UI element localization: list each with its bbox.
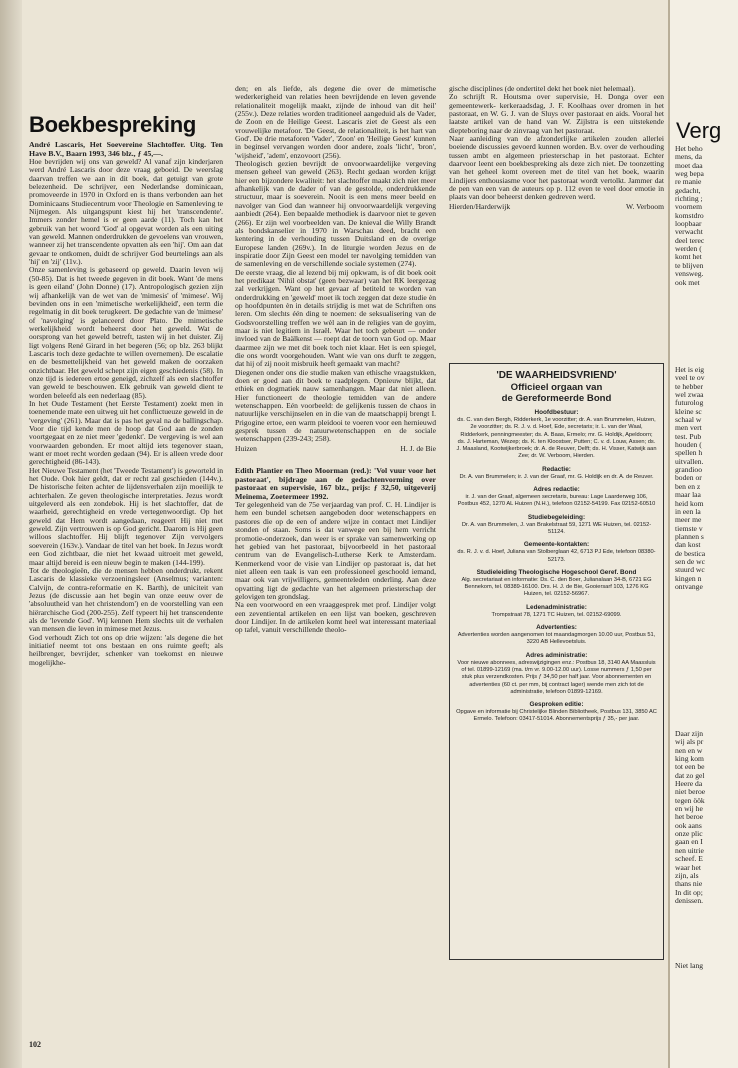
line: futurolog [675,398,704,408]
line: thans nie [675,879,703,889]
line: komt het [675,252,702,262]
colophon-section-text: Dr. A. van Brummelen, J. van Brakelstraat 59, 1271 WE Huizen, tel. 02152-51124. [461,521,652,535]
line: tot een be [675,762,705,772]
facing-page-block-3 [675,730,705,905]
review-1-signature [235,445,436,453]
paragraph: den; en als liefde, als degene die over de mimetische wederkerigheid van relaties heen bevrijdende en leven gevende relationaliteit mogelijk maakt, zijnde de inhoud van dit heil' (255v.). Deze relaties worden traditioneel aangeduid als de Vader, de Zoon en de Heilige Geest. Lascaris ziet de Geest als een vrouwelijke metafoor. 'De Geest, de relationaliteit, is het hart van God'. De drie metaforen 'Vader', 'Zoon' en 'Heilige Geest' kunnen in beginsel vervangen worden door andere, zoals 'licht', 'bron', 'wijsheid', 'adem', enzovoort (256). [235,84,436,160]
column-1 [29,113,223,667]
review-1-header: André Lascaris, Het Soevereine Slachtoffer. Uitg. Ten Have B.V., Baarn 1993, 346 blz., ƒ 45,—. [29,140,223,158]
line: spellen h [675,448,703,458]
line: verwacht [675,227,703,237]
line: Het is eig [675,365,705,374]
line: maar laa [675,490,701,500]
paragraph: De eerste vraag, die al lezend bij mij opkwam, is of dit boek ooit het predikaat 'Nihil obstat' (geen bezwaar) van het RK leergezag zal verkrijgen. Want op het gevaar af betiteld te worden van onderdrukking en 'geweld' moet ik toch zeggen dat deze studie èn op hoofdpunten èn in details strijdig is met wat de Schriften ons leren. Om slechts één ding te noemen: de seksualisering van de Godsvoorstelling treffen we wèl aan in de religies van de goyim, maar is niet legitiem in Israël. Waar het toch gebeurt — onder invloed van de Baälkenst — roept dat de toorn van God op. Maar daarmee zijn we met dit boek toch niet klaar. Het is een spiegel, die ons wordt voorgehouden. Want wie van ons durft te zeggen, dat hij of zij nooit misbruik heeft gemaakt van macht? [235,267,436,369]
colophon-subtitle: Officieel orgaan van [510,382,603,393]
colophon-section-heading: Adres administratie: [525,651,588,659]
line: boden or [675,473,702,483]
line: wel zwaa [675,390,704,400]
line: het beroe [675,812,704,822]
line: tiemste v [675,523,703,533]
paragraph: Naar aanleiding van de afzonderlijke artikelen zouden allerlei boeiende discussies gevoerd kunnen worden. B.v. over de verhouding tussen ambt en algemeen priesterschap in het pastoraat. Echter daarvoor leent een boekbespreking als deze zich niet. De toonzetting van het geheel komt overeen met de titel van het boek, waarin Lindijers enthousiasme voor het pastoraat wordt vertolkt. Jammer dat de pen van een van de auteurs op p. 112 even te veel door emotie in plaats van door beheerst denken gedreven werd. [449,134,664,202]
line: Daar zijn [675,729,704,738]
line: uitvallen. [675,456,704,466]
column-2 [235,85,436,635]
column-3 [449,85,664,211]
colophon-subtitle: de Gereformeerde Bond [501,393,612,404]
line: deel terec [675,235,705,245]
colophon-section-heading: Adres redactie: [533,486,580,494]
line: nen uitrie [675,845,704,855]
colophon-section-text: Voor nieuwe abonnees, adreswijzigingen enz.: Postbus 18, 3140 AA Maassluis of tel. 01899-12169 (ma. t/m vr. 9.00-12.00 uur). Losse nummers ƒ 1,50 per stuk plus verzendkosten. Prijs ƒ 34,50 per half jaar. Voor abonnementen en advertenties (60 ct. per mm, bij contract lager) wende men zich tot de administratie, telefoon 01899-12169. [457,659,656,695]
line: Het beho [675,144,703,153]
facing-page-block-2 [675,366,705,591]
line: ook aans [675,820,702,830]
colophon-section-text: Dr. A. van Brummelen; ir. J. van der Graaf, mr. G. Holdijk en dr. A. de Reuver. [459,473,654,480]
colophon-section-text: Advertenties worden aangenomen tot maandagmorgen 10.00 uur, Postbus 51, 3220 AB Hellevoetsluis. [457,632,656,646]
line: tegen öök [675,795,705,805]
paragraph: Onze samenleving is gebaseerd op geweld. Daarin leven wij (50-85). Dat is het tweede gegeven in dit boek. Want 'de mens is geen eiland' (John Donne) (17). Antropologisch gezien zijn wij afhankelijk van de wet van de 'mimesis' of 'mimese'. Wij bevinden ons in een 'mimetische werkelijkheid', een term die regelmatig in dit boek terugkeert. De gedachte van de 'mimese' of 'navolging' is gelanceerd door Plato. De mimetische werkelijkheid wordt beheerst door het geweld. Wat de oorsprong van het geweld betreft, tasten wij in het duister. Zij ligt volgens René Girard in het begeren (56; op blz. 263 blijkt Lascaris toch deze gedachte te willen overnemen). De escalatie en de besmettelijkheid van het geweld maken de oorzaken onzichtbaar. Het geweld schept zijn eigen geschiedenis (58). In onze tijd is iedereen ertoe geneigd, zichzelf als een slachtoffer van geweld te beschouwen. Elk gebruik van geweld dient te worden beleefd als een nederlaag (85). [29,265,223,400]
line: grandioo [675,465,702,475]
paragraph: Na een voorwoord en een vraaggesprek met prof. Lindijer volgt een zeventiental artikelen en een lijst van boeken, geschreven door Lindijer. In de artikelen komt heel wat interessant materiaal op tafel, vanuit verschillende theolo- [235,600,436,635]
line: onze plic [675,829,703,839]
colophon-title: 'DE WAARHEIDSVRIEND' [496,370,617,381]
facing-page-heading: Verg [676,118,722,143]
colophon-section-heading: Studiebegeleiding: [527,513,586,521]
line: stuurd wc [675,565,705,575]
page-spine-shadow [0,0,22,1068]
line: Niet lang [675,961,704,970]
line: moet daa [675,160,703,170]
line: king kom [675,754,704,764]
line: Heere da [675,779,703,789]
line: ook met [675,277,700,287]
line: komstdro [675,210,704,220]
colophon-section-heading: Ledenadministratie: [526,603,587,611]
facing-page-strip [668,0,738,1068]
line: loopbaar [675,219,702,229]
colophon-section-heading: Redactie: [542,465,571,473]
line: en wij he [675,804,703,814]
colophon-section-text: ds. C. van den Bergh, Ridderkerk, 1e voorzitter; dr. A. van Brummelen, Huizen, 2e voorzitter; ds. R. J. v. d. Hoef, Ede, secretaris; ir. L. van der Waal, Ridderkerk, penningmeester; ds. A. Baas, Ermelo; mr. G. Holdijk, Apeldoorn; ds. J. Harteman, Wezep; ds. K. ten Kloostser, Putten; C. v. d. Louw, Assen; ds. J. Maasland, Kootwijkerbroek; dr. A. de Reuver, Delft; ds. H. Visser, Katwijk aan Zee; dr. W. Verboom, Hierden. [456,417,657,460]
facing-page-block-1 [675,145,704,287]
line: re manie [675,177,702,187]
signature-place: Hierden/Harderwijk [449,201,511,211]
colophon-section-heading: Gemeente-kontakten: [523,541,590,549]
line: werden ( [675,244,702,254]
line: kingen n [675,573,702,583]
paragraph: In het Oude Testament (het Eerste Testament) zoekt men in toenemende mate een uitweg uit het conflictueuze geweld in de 'vergeving' (261). Maar dat is pas het geval na de ballingschap. Voor die tijd kende men de hoop dat God aan de zonden voortgegaat en ze niet meer 'gedenkt'. De vergeving is wel aan voorwaarden gebonden. Er moet altijd iets tegenover staan, want er moet recht worden gedaan (94). Er is alleen vrede door gerechtigheid (86-143). [29,398,223,467]
line: scheef. E [675,854,703,864]
paragraph: Theologisch gezien bevrijdt de onvoorwaardelijke vergeving mensen geheel van geweld (263). Recht gedaan worden krijgt hier een bijzondere kwaliteit: het slachtoffer maakt zich niet meer afhankelijk van de dader of van de gestolde, onderdrukkende structuur, maar is soeverein. Nooit is een mens meer beeld en navolger van God dan wanneer hij onvoorwaardelijk vergeving aanbiedt (264). Een bepaalde methodiek is daarvoor niet te geven (266). Er zijn wel voorbeelden van. De knieval die Willy Brandt als bondskanselier in 1970 in Warschau deed, bracht een kentering in de verhouding tussen Duitsland en de overige Europese landen (269v.). In de liturgie worden Jezus en de inspiratie door Zijn Geest een model ter navolging temidden van de samenleving en de verschillende sociale systemen (274). [235,159,436,269]
colophon-section-heading: Hoofdbestuur: [534,409,579,416]
colophon-section-heading: Gesproken editie: [529,701,584,709]
line: sen de wc [675,556,705,566]
line: zijn, als [675,870,699,880]
line: te hebber [675,381,704,391]
line: houden ( [675,440,702,450]
line: de bestica [675,548,706,558]
review-2-signature [449,203,664,211]
page-number: 102 [29,1040,41,1049]
line: dat zo gel [675,770,705,780]
line: wij als pr [675,737,704,747]
line: In dit op; [675,887,703,897]
colophon-section-text: ds. R. J. v. d. Hoef, Juliana van Stolberglaan 42, 6713 PJ Ede, telefoon 08380-52173. [457,549,656,563]
line: denissen. [675,895,704,905]
colophon-section-text: ir. J. van der Graaf, algemeen secretaris, bureau: Lage Laarderweg 106, Postbus 452, 1270 AL Huizen (N.H.), telefoon 02152-54199. Fax 02152-60510 [457,494,656,508]
line: dan kost [675,540,701,550]
paragraph: Hoe bevrijden wij ons van geweld? Al vanaf zijn kinderjaren werd André Lascaris door deze vraag geboeid. De weerslag daarvan treffen we aan in dit boek, dat getuigt van grote belezenheid. De schrijver, een Nederlandse dominicaan, promoveerde in 1970 in Oxford en is thans verbonden aan het Dominicaans Studiecentrum voor Theologie en Samenleving te Nijmegen. Als uitgangspunt kiest hij het 'transcendente'. Immers zonder hemel is er geen aarde (11). Toch kan het gebruik van het woord 'God' al opgevat worden als een uiting van geweld. Mannen onderdrukken de gevoelens van vrouwen, wanneer zij het transcendente opvatten als een 'hij'. Om aan dat gevaar te ontkomen, duidt de schrijver God beurtelings aan als 'hij' en 'zij' (11v.). [29,157,223,267]
line: nen en w [675,745,703,755]
line: test. Pub [675,431,702,441]
colophon-section-text: Trompstraat 78, 1271 TC Huizen, tel. 02152-69099. [491,611,622,618]
line: vensweg. [675,269,704,279]
paragraph: Het Nieuwe Testament (het 'Tweede Testament') is geworteld in het Oude. Ook hier geldt, dat er recht zal geschieden (144v.). De historische feiten achter de lijdensverhalen zijn moeilijk te achterhalen. Ze geven theologische interpretaties. Jezus wordt uitgeleverd als een zondebok. Hij is het slachtoffer, dat de waarheid, gerechtigheid en vrede vertegenwoordigt. Op het geweld dat Hem wordt aangedaan, reageert Hij niet met geweld. Zijn vertrouwen is op God gericht. Daarom is Hij geen willoos slachtoffer. Hij blijft tegenover Zijn vervolgers soeverein (163v.). Vandaar de titel van het boek. In Jezus wordt een God zichtbaar, die niet het kwaad uitroeit met geweld, maar altijd bereid is een nieuw begin te maken (144-199). [29,465,223,567]
paragraph: Ter gelegenheid van de 75e verjaardag van prof. C. H. Lindijer is hem een bundel schetsen aangeboden door wetenschappers en pastores die op de een of andere wijze in contact met Lindijer stonden of staan. Soms is dat vanwege een bij hem verricht promotie-onderzoek, dan weer is er sprake van samenwerking op het gebied van het pastoraat, bijvoorbeeld in het pastoraal centrum van de Evangelisch-Lutherse Kerk te Amsterdam. Kenmerkend voor de visie van Lindijer op pastoraat is, dat het niet alleen een taak is van een professioneel geschoold iemand, maar ook van vrijwilligers, gemeenteleden onderling. Aan deze opvatting ligt de gedachte van het algemeen priesterschap der gelovigen ten grondslag. [235,500,436,601]
line: kleine sc [675,406,702,416]
signature-place: Huizen [235,443,257,453]
facing-page-block-4 [675,962,703,970]
paragraph: Tot de theologieën, die de mensen hebben onderdrukt, rekent Lascaris de klassieke verzoeningsleer (Anselmus; varianten: Calvijn, de contra-reformatie en K. Barth), de uniciteit van Jezus (de discussie aan het begin van onze eeuw over de 'absoluutheid van het christendom') en de voorstelling van een hiërarchische God (200-255). Zelf typeert hij het transcendente als de 'levende God'. Wij kennen Hem slechts uit de verhalen van mensen die leven in mimese met Jezus. [29,565,223,634]
colophon-section-text: Opgave en informatie bij Christelijke Blinden Bibliotheek, Postbus 131, 3850 AC Ermelo. Telefoon: 03417-51014. Abonnementsprijs ƒ 35,- per jaar. [456,709,657,723]
line: meer me [675,515,702,525]
line: waar het [675,862,701,872]
line: gaan en I [675,837,703,847]
line: weg bepa [675,169,704,179]
line: te blijven [675,260,704,270]
paragraph: Zo schrijft R. Houtsma over supervisie, H. Donga over een gemeentewerk- kerkeraadsdag, J. F. Koolhaas over dromen in het pastoraat, en W. G. J. van de Sluys over pastoraat en aids. Vooral het laatste artikel van de hand van W. Zijlstra is een uitstekende diepteboring naar de zinvraag van het pastoraat. [449,92,664,135]
line: plannen s [675,531,704,541]
paragraph: God verhoudt Zich tot ons op drie wijzen: 'als degene die het initiatief neemt tot ons bestaan en ons ruimte geeft; als heilbrenger, bevrijder, schenker van toekomst en nieuwe mogelijkhe- [29,632,223,667]
colophon-box [449,363,664,960]
line: mens, da [675,152,702,162]
page-heading: Boekbespreking [29,112,196,137]
paragraph: Diegenen onder ons die studie maken van ethische vraagstukken, doen er goed aan dit boek te raadplegen. Opnieuw blijkt, dat ethiek en dogmatiek nauw samenhangen. Maar dat niet alleen. Hier functioneert de theologie temidden van de andere wetenschappen. Eén voorbeeld: de gelijkenis tussen de chaos in natuurlijke verschijnselen en in die van de maatschappij brengt I. Prigogine ertoe, een warm pleidooi te voeren voor een hernieuwd gesprek tussen de natuurwetenschappen en de sociale wetenschappen (239-243; 258). [235,367,436,444]
signature-name: H. J. de Bie [400,443,436,453]
paragraph: gische disciplines (de ondertitel dekt het boek niet helemaal). [449,84,636,93]
line: veel te ov [675,373,705,383]
line: ben en z [675,481,701,491]
line: voornem [675,202,702,212]
line: schaal w [675,415,702,425]
line: gedacht, [675,185,701,195]
line: niet beroe [675,787,706,797]
line: heid kom [675,498,704,508]
colophon-section-text: Alg. secretariaat en informatie: Ds. C. den Boer, Julianalaan 34-B, 6721 EG Bennekom, tel. 08389-16100. Drs. H. J. de Bie, Gooiersarf 103, 1276 KG Huizen, tel. 02152-56967. [461,576,652,598]
colophon-section-heading: Studieleiding Theologische Hogeschool Geref. Bond [476,568,637,576]
review-2-header: Edith Plantier en Theo Moorman (red.): 'Vol vuur voor het pastoraat', bijdrage aan de gedachtenvorming over pastoraat en supervisie, 167 blz., prijs: ƒ 32,50, uitgeverij Meinema, Zoetermeer 1992. [235,466,436,501]
line: men vert [675,423,702,433]
line: richting ; [675,194,703,204]
line: ontvange [675,581,703,591]
line: in een la [675,506,701,516]
signature-name: W. Verboom [626,201,664,211]
colophon-section-heading: Advertenties: [536,624,577,632]
